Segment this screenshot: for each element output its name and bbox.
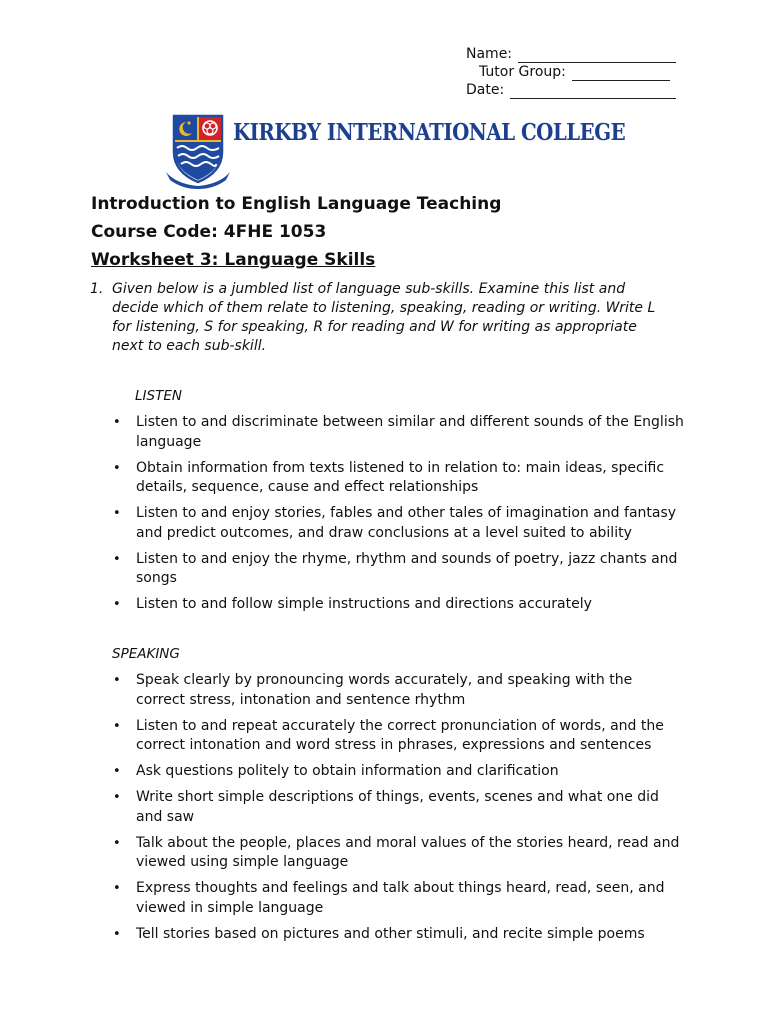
tutor-group-field[interactable] bbox=[466, 63, 676, 81]
course-code: Course Code: 4FHE 1053 bbox=[91, 222, 327, 242]
worksheet-title: Worksheet 3: Language Skills bbox=[91, 250, 376, 270]
section-label-listen: LISTEN bbox=[135, 388, 182, 404]
name-blank-line[interactable] bbox=[518, 48, 676, 63]
bullet-icon: • bbox=[113, 926, 121, 942]
bullet-icon: • bbox=[113, 597, 121, 612]
list-item: • Listen to and enjoy stories, fables and other tales of imagination and fantasy and predict outcomes, and draw conclusions at a level suited to ability bbox=[113, 505, 677, 541]
date-field[interactable] bbox=[466, 81, 676, 99]
instruction-number: 1. bbox=[90, 281, 104, 297]
bullet-icon: • bbox=[113, 415, 121, 430]
bullet-icon: • bbox=[113, 835, 121, 851]
course-title: Introduction to English Language Teaching bbox=[91, 194, 502, 214]
list-item: • Ask questions politely to obtain information and clarification bbox=[112, 762, 684, 782]
list-item: • Obtain information from texts listened to in relation to: main ideas, specific details, sequence, cause and effect relationships bbox=[113, 459, 665, 495]
bullet-icon: • bbox=[113, 551, 121, 567]
date-label: Date: bbox=[466, 82, 505, 98]
section-label-speaking: SPEAKING bbox=[112, 646, 180, 662]
student-info-fields bbox=[466, 45, 676, 99]
listen-skills-list bbox=[112, 413, 684, 621]
name-label: Name: bbox=[466, 46, 513, 62]
list-item: • Listen to and repeat accurately the correct pronunciation of words, and the correct intonation and word stress in phrases, expressions and sentences bbox=[113, 717, 664, 753]
college-crest-icon bbox=[164, 112, 232, 190]
list-item: • Listen to and follow simple instructions and directions accurately bbox=[112, 595, 684, 615]
bullet-icon: • bbox=[113, 881, 121, 896]
list-item: • Express thoughts and feelings and talk about things heard, read, seen, and viewed in simple language bbox=[113, 880, 665, 916]
tutor-group-blank-line[interactable] bbox=[572, 66, 670, 81]
list-item: • Listen to and discriminate between similar and different sounds of the English language bbox=[113, 414, 684, 450]
college-logo bbox=[164, 112, 626, 190]
list-item: • Speak clearly by pronouncing words accurately, and speaking with the correct stress, intonation and sentence rhythm bbox=[113, 672, 633, 708]
name-field[interactable] bbox=[466, 45, 676, 63]
bullet-icon: • bbox=[113, 790, 121, 805]
list-item: • Listen to and enjoy the rhyme, rhythm and sounds of poetry, jazz chants and songs bbox=[113, 550, 678, 586]
list-item: • Tell stories based on pictures and other stimuli, and recite simple poems bbox=[112, 925, 684, 945]
instruction-paragraph bbox=[90, 280, 680, 356]
instruction-text: Given below is a jumbled list of language sub-skills. Examine this list and decide which of them relate to listening, speaking, reading or writing. Write L for listening, S for speaking, R for reading and W for writing as appropriate next to each sub-skill. bbox=[112, 281, 656, 354]
bullet-icon: • bbox=[113, 718, 121, 734]
bullet-icon: • bbox=[113, 764, 121, 779]
speaking-skills-list bbox=[112, 671, 684, 951]
date-blank-line[interactable] bbox=[510, 84, 676, 99]
bullet-icon: • bbox=[113, 506, 121, 521]
bullet-icon: • bbox=[113, 673, 121, 688]
college-name: KIRKBY INTERNATIONAL COLLEGE bbox=[233, 119, 626, 146]
list-item: • Write short simple descriptions of things, events, scenes and what one did and saw bbox=[113, 789, 659, 825]
list-item: • Talk about the people, places and moral values of the stories heard, read and viewed using simple language bbox=[113, 834, 680, 870]
bullet-icon: • bbox=[113, 460, 121, 476]
tutor-group-label: Tutor Group: bbox=[479, 64, 566, 80]
